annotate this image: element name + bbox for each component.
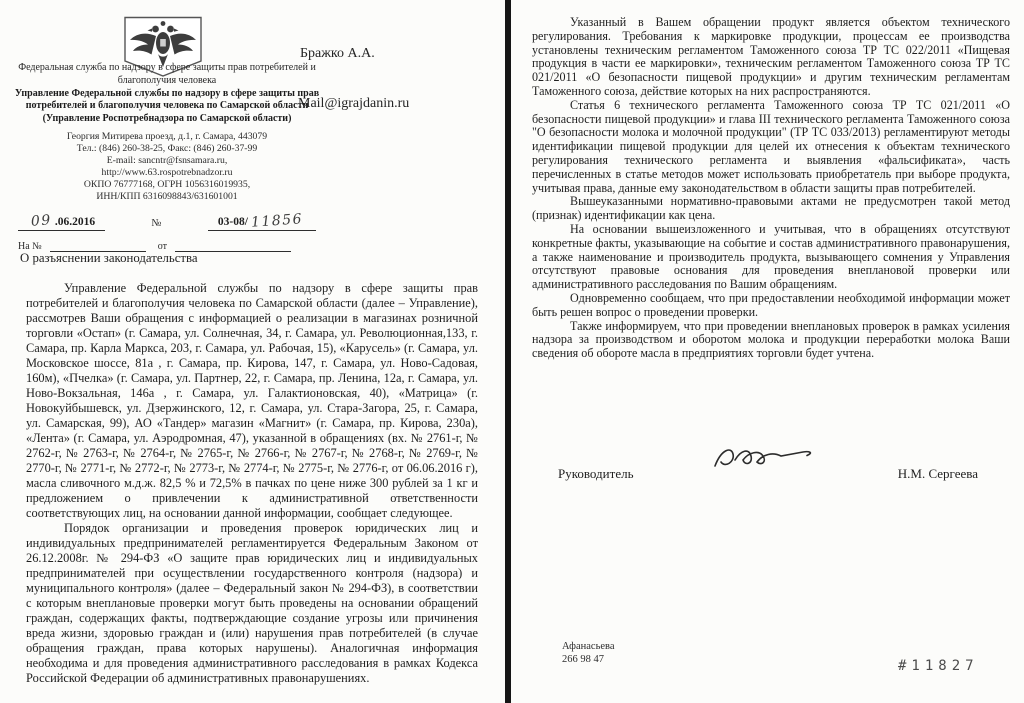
handwritten-number: 11856 xyxy=(250,210,304,231)
org-name: Федеральная служба по надзору в сфере защиты прав потребителей и благополучия человека xyxy=(18,62,316,86)
page-divider xyxy=(505,0,511,703)
page-1 xyxy=(0,0,505,703)
org-department: Управление Федеральной службы по надзору в сфере защиты прав потребителей и благополучия человека по Самарской области xyxy=(14,87,320,112)
body-paragraph: Одновременно сообщаем, что при предоставлении необходимой информации может быть решен вопрос о проведении проверки. xyxy=(532,290,1010,319)
letter-number xyxy=(208,210,316,231)
body-paragraph: Также информируем, что при проведении внеплановых проверок в рамках усиления надзора за производством и оборотом молока и продукции переработки молока Ваши сведения об обороте масла в предприятиях торговли будет учтена. xyxy=(532,318,1010,361)
signature-row xyxy=(558,442,978,482)
body-paragraph: Статья 6 технического регламента Таможенного союза ТР ТС 021/2011 «О безопасности пищевой продукции» и глава III технического регламента Таможенного союза "О безопасности молока и молочной продукции" (ТР ТС 033/2013) регламентируют методы идентификации пищевой продукции для целей их отнесения к объектам технического регулирования технического регламента и выявления «фальсификата», часть перечисленных в статье методов может использовать приобретатель при выборе продукта, учитывая права, данные ему законодательством в области защиты прав потребителей. xyxy=(532,97,1010,195)
handwritten-signature xyxy=(711,442,821,476)
executor-block xyxy=(562,640,615,666)
executor-phone: 266 98 47 xyxy=(562,654,604,665)
body-paragraph: На основании вышеизложенного и учитывая, что в обращениях отсутствуют конкретные факты, указывающие на событие и состав административного правонарушения, а также наименование и производитель продукта, вызывающего сомнения у Управления отсутствуют правовые основания для проведения внеплановой проверки или административного расследования по Вашим обращениям. xyxy=(532,221,1010,292)
address-line: Георгия Митирева проезд, д.1, г. Самара, 443079 xyxy=(66,130,268,142)
signature-title: Руководитель xyxy=(558,466,634,481)
body-paragraph: Управление Федеральной службы по надзору в сфере защиты прав потребителей и благополучия человека по Самарской области (далее – Управление), рассмотрев Ваши обращения с информацией о реализации в магазинах розничной торговли «Остап» (г. Самара, ул. Солнечная, 34, г. Самара, ул. Революционная,133, г. Самара, пр. Карла Маркса, 203, г. Самара, ул. Рабочая, 15), «Карусель» (г. Самара, ул. Московское шоссе, 81а , г. Самара, пр. Кирова, 147, г. Самара, ул. Ново-Садовая, 160м), «Пчелка» (г. Самара, ул. Партнер, 22, г. Самара, пр. Ленина, 12а, г. Самара, ул. Ново-Вокзальная, 146а , г. Самара, ул. Галактионовская, 40), «Матрица» (г. Новокуйбышевск, ул. Дзержинского, 12, г. Самара, ул. Стара-Загора, 25, г. Самара, ул. Самарская, 99), АО «Тандер» магазин «Магнит» (г. Самара, пр. Кирова, 230а), «Лента» (г. Самара, ул. Аэродромная, 47), указанной в обращениях (вх. № 2761-г, № 2762-г, № 2763-г, № 2764-г, № 2765-г, № 2766-г, № 2767-г, № 2768-г, № 2769-г, № 2770-г, № 2771-г, № 2772-г, № 2773-г, № 2774-г, № 2775-г, № 2776-г, от 06.06.2016 г), масла сливочного м.д.ж. 82,5 % и 72,5% в пачках по цене ниже 300 рублей за 1 кг и предложением о привлечении к административной ответственности соответствующих лиц, на основании данной информации, сообщает следующее. xyxy=(26,281,478,520)
date-and-number-row xyxy=(12,210,322,231)
body-paragraph: Вышеуказанными нормативно-правовыми актами не предусмотрен такой метод (признак) идентификации как цена. xyxy=(532,194,1010,223)
address-line: Тел.: (846) 260-38-25, Факс: (846) 260-37-99 xyxy=(76,143,258,155)
letter-date xyxy=(18,213,105,231)
number-prefix: 03-08/ xyxy=(217,215,248,228)
addressee-email: Mail@igrajdanin.ru xyxy=(298,96,410,111)
address-line: ИНН/КПП 6316098843/631601001 xyxy=(96,191,238,203)
page-1-body xyxy=(26,281,478,686)
org-short-name: (Управление Роспотребнадзора по Самарской области) xyxy=(42,113,292,125)
body-paragraph: Порядок организации и проведения проверок юридических лиц и индивидуальных предпринимателей регламентируется Федеральным Законом от 26.12.2008г. № 294-ФЗ «О защите прав юридических лиц и индивидуальных предпринимателей при осуществлении государственного контроля (надзора) и муниципального контроля» (далее – Федеральный закон № 294-ФЗ), в соответствии с которым внеплановые проверки могут быть проведены на основании обращений граждан, содержащих факты, подтверждающие создание угрозы или причинения вреда жизни, здоровью граждан и (или) нарушения прав потребителей (в случае обращения граждан, права которых нарушены). Аналогичная информация необходима и для проведения административного расследования в рамках Кодекса Российской Федерации об административных правонарушениях. xyxy=(26,521,478,685)
number-sign: № xyxy=(151,217,162,229)
typed-date: .06.2016 xyxy=(54,215,96,228)
address-line: ОКПО 76777168, ОГРН 1056316019935, xyxy=(83,179,251,191)
org-contacts xyxy=(12,131,322,204)
address-line: http://www.63.rospotrebnadzor.ru xyxy=(101,167,233,179)
body-paragraph: Указанный в Вашем обращении продукт является объектом технического регулирования. Требования к маркировке продукции, процессам ее производства установлены техническим регламентом Таможенного союза ТР ТС 022/2011 «Пищевая продукция в части ее маркировки», техническим регламентом Таможенного союза ТР ТС 021/2011 «О безопасности пищевой продукции» и другим техническим регламентам Таможенного союза, действие которых на них распространяются. xyxy=(532,15,1010,98)
addressee-name: Бражко А.А. xyxy=(300,46,375,61)
address-line: E-mail: sancntr@fsnsamara.ru, xyxy=(106,155,228,167)
na-label: На № xyxy=(18,240,42,252)
stamp-number: #11827 xyxy=(898,658,979,674)
executor-name: Афанасьева xyxy=(562,641,615,652)
handwritten-day: 09 xyxy=(30,211,53,230)
na-blank-line xyxy=(50,239,146,252)
page-2-body xyxy=(532,16,1010,361)
ot-blank-line xyxy=(175,239,291,252)
page-2 xyxy=(512,0,1024,703)
letterhead xyxy=(12,62,322,252)
signatory-name: Н.М. Сергеева xyxy=(897,466,978,481)
subject-line: О разъяснении законодательства xyxy=(20,251,198,265)
reference-row xyxy=(12,239,322,252)
ot-label: от xyxy=(157,240,167,252)
